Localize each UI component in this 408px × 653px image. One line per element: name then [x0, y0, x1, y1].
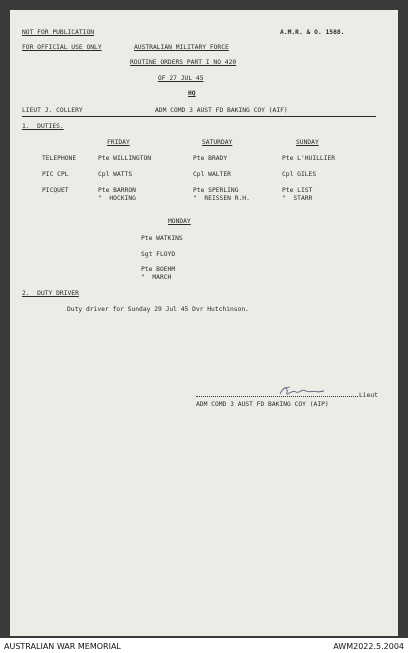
- force-title: AUSTRALIAN MILITARY FORCE: [134, 44, 229, 51]
- driver-text: Duty driver for Sunday 29 Jul 45 Dvr Hutchinson.: [67, 306, 249, 313]
- day-saturday: SATURDAY: [202, 139, 233, 146]
- sat-pic: Cpl WALTER: [193, 171, 231, 178]
- reference-number: A.M.R. & O. 1588.: [280, 29, 345, 36]
- classification-line-2: FOR OFFICIAL USE ONLY: [22, 44, 102, 51]
- sun-pic: Cpl GILES: [282, 171, 317, 178]
- day-friday: FRIDAY: [107, 139, 130, 146]
- officer-name: LIEUT J. COLLERY: [22, 107, 83, 114]
- day-sunday: SUNDAY: [296, 139, 319, 146]
- orders-date: OF 27 JUL 45: [158, 75, 204, 82]
- fri-telephone: Pte WILLINGTON: [98, 155, 152, 162]
- archive-footer: [0, 638, 408, 653]
- day-monday: MONDAY: [168, 218, 191, 225]
- officer-unit: ADM COMD 3 AUST FD BAKING COY (AIF): [155, 107, 288, 114]
- hq-label: HQ: [188, 90, 196, 97]
- footer-accession: AWM2022.5.2004: [333, 642, 404, 651]
- signature-line: [196, 396, 358, 397]
- telephone-label: TELEPHONE: [42, 155, 77, 162]
- driver-heading: 2. DUTY DRIVER: [22, 290, 79, 297]
- fri-picquet-2: " HOCKING: [98, 195, 136, 202]
- sun-picquet-2: " STARR: [282, 195, 313, 202]
- signature-rank: Lieut: [359, 392, 378, 399]
- mon-pic: Sgt FLOYD: [141, 251, 176, 258]
- fri-pic: Cpl WATTS: [98, 171, 133, 178]
- mon-picquet-2: " MARCH: [141, 274, 172, 281]
- sun-telephone: Pte L'HUILLIER: [282, 155, 336, 162]
- document-page: [10, 10, 398, 636]
- pic-cpl-label: PIC CPL: [42, 171, 69, 178]
- fri-picquet-1: Pte BARRON: [98, 187, 136, 194]
- sat-picquet-2: " REISSEN R.H.: [193, 195, 250, 202]
- mon-picquet-1: Pte BOEHM: [141, 266, 176, 273]
- signature-unit: ADM COMD 3 AUST FD BAKING COY (AIP): [196, 401, 329, 408]
- picquet-label: PICQUET: [42, 187, 69, 194]
- sun-picquet-1: Pte LIST: [282, 187, 313, 194]
- footer-institution: AUSTRALIAN WAR MEMORIAL: [4, 642, 121, 651]
- sat-telephone: Pte BRADY: [193, 155, 228, 162]
- sat-picquet-1: Pte SPERLING: [193, 187, 239, 194]
- classification-line-1: NOT FOR PUBLICATION: [22, 29, 95, 36]
- orders-title: ROUTINE ORDERS PART I NO 420: [130, 59, 237, 66]
- mon-telephone: Pte WATKINS: [141, 235, 183, 242]
- duties-heading: 1. DUTIES.: [22, 123, 64, 130]
